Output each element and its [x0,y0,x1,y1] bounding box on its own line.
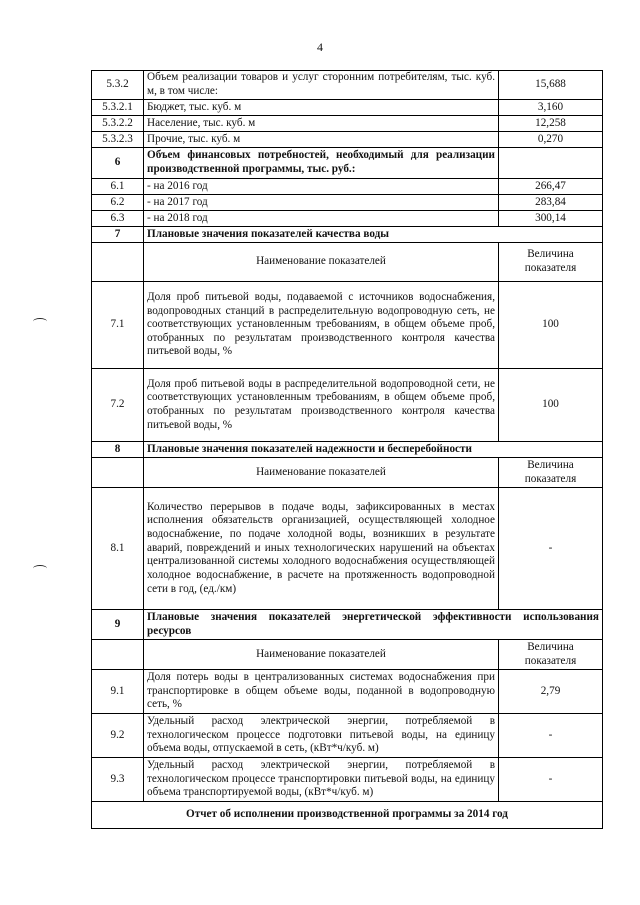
header-name: Наименование показателей [144,640,499,670]
row-value: - [499,758,603,802]
header-empty-cell [92,458,144,488]
row-number: 9.2 [92,714,144,758]
row-value: 283,84 [499,195,603,211]
row-text: Удельный расход электрической энергии, потребляемой в технологическом процессе транспортировки питьевой воды, на единицу объема транспортируемой воды, (кВт*ч/куб. м) [144,758,499,802]
table-row [92,132,603,148]
scan-mark [33,565,47,572]
row-text: Бюджет, тыс. куб. м [144,100,499,116]
row-value: 266,47 [499,179,603,195]
header-name: Наименование показателей [144,458,499,488]
section-row [92,148,603,179]
row-value: 100 [499,369,603,442]
row-text: - на 2018 год [144,211,499,227]
table-row [92,100,603,116]
header-value: Величина показателя [499,458,603,488]
row-text: Объем реализации товаров и услуг сторонним потребителям, тыс. куб. м, в том числе: [144,71,499,100]
section-title: Плановые значения показателей качества воды [144,227,603,243]
section-title: Объем финансовых потребностей, необходимый для реализации производственной программы, тыс. руб.: [144,148,499,179]
row-number: 8.1 [92,488,144,610]
row-value: 15,688 [499,71,603,100]
row-value: 12,258 [499,116,603,132]
section-number: 7 [92,227,144,243]
footer-row [92,802,603,829]
column-header-row [92,243,603,282]
row-text: Количество перерывов в подаче воды, зафиксированных в местах исполнения обязательств организацией, осуществляющей холодное водоснабжение, по подаче холодной воды, возникших в результате аварий, повреждений и иных технологических нарушений на объектах централизованной системы холодного водоснабжения осуществляющей холодное водоснабжение, в расчете на протяженность водопроводной сети в год, (ед./км) [144,488,499,610]
table-row [92,670,603,714]
section-number: 8 [92,442,144,458]
table-row [92,195,603,211]
table-row [92,282,603,369]
header-name: Наименование показателей [144,243,499,282]
row-text: Удельный расход электрической энергии, потребляемой в технологическом процессе подготовки питьевой воды, на единицу объема воды, отпускаемой в сеть, (кВт*ч/куб. м) [144,714,499,758]
table-row [92,71,603,100]
section-number: 9 [92,610,144,640]
scan-mark [33,318,47,325]
row-text: Прочие, тыс. куб. м [144,132,499,148]
row-number: 7.1 [92,282,144,369]
header-empty-cell [92,640,144,670]
row-number: 5.3.2.3 [92,132,144,148]
header-value: Величина показателя [499,243,603,282]
row-number: 5.3.2.2 [92,116,144,132]
row-text: - на 2016 год [144,179,499,195]
table-row [92,369,603,442]
row-number: 6.1 [92,179,144,195]
table-row [92,116,603,132]
table-row [92,488,603,610]
section-title: Плановые значения показателей энергетической эффективности использования ресурсов [144,610,603,640]
row-value: - [499,488,603,610]
column-header-row [92,640,603,670]
row-number: 5.3.2.1 [92,100,144,116]
row-text: Доля проб питьевой воды в распределительной водопроводной сети, не соответствующих установленным требованиям, в общем объеме проб, отобранных по результатам производственного контроля качества питьевой воды, % [144,369,499,442]
table-row [92,179,603,195]
column-header-row [92,458,603,488]
section-row [92,610,603,640]
row-number: 5.3.2 [92,71,144,100]
table-row [92,211,603,227]
table-row [92,758,603,802]
row-text: Доля потерь воды в централизованных системах водоснабжения при транспортировке в общем объеме воды, поданной в водопроводную сеть, % [144,670,499,714]
row-number: 9.3 [92,758,144,802]
row-value [499,148,603,179]
row-number: 7.2 [92,369,144,442]
table-row [92,714,603,758]
header-empty-cell [92,243,144,282]
row-value: 300,14 [499,211,603,227]
report-title: Отчет об исполнении производственной программы за 2014 год [92,802,603,829]
row-value: 100 [499,282,603,369]
section-row [92,227,603,243]
row-text: Население, тыс. куб. м [144,116,499,132]
section-number: 6 [92,148,144,179]
program-table [91,70,603,829]
row-number: 6.3 [92,211,144,227]
row-text: Доля проб питьевой воды, подаваемой с источников водоснабжения, водопроводных станций в распределительную водопроводную сеть, не соответствующих установленным требованиям, в общем объеме проб, отобранных по результатам производственного контроля качества питьевой воды, % [144,282,499,369]
row-number: 9.1 [92,670,144,714]
row-value: 3,160 [499,100,603,116]
row-value: 0,270 [499,132,603,148]
row-value: 2,79 [499,670,603,714]
header-value: Величина показателя [499,640,603,670]
section-row [92,442,603,458]
page-number: 4 [317,40,323,54]
row-text: - на 2017 год [144,195,499,211]
section-title: Плановые значения показателей надежности и бесперебойности [144,442,603,458]
row-number: 6.2 [92,195,144,211]
row-value: - [499,714,603,758]
